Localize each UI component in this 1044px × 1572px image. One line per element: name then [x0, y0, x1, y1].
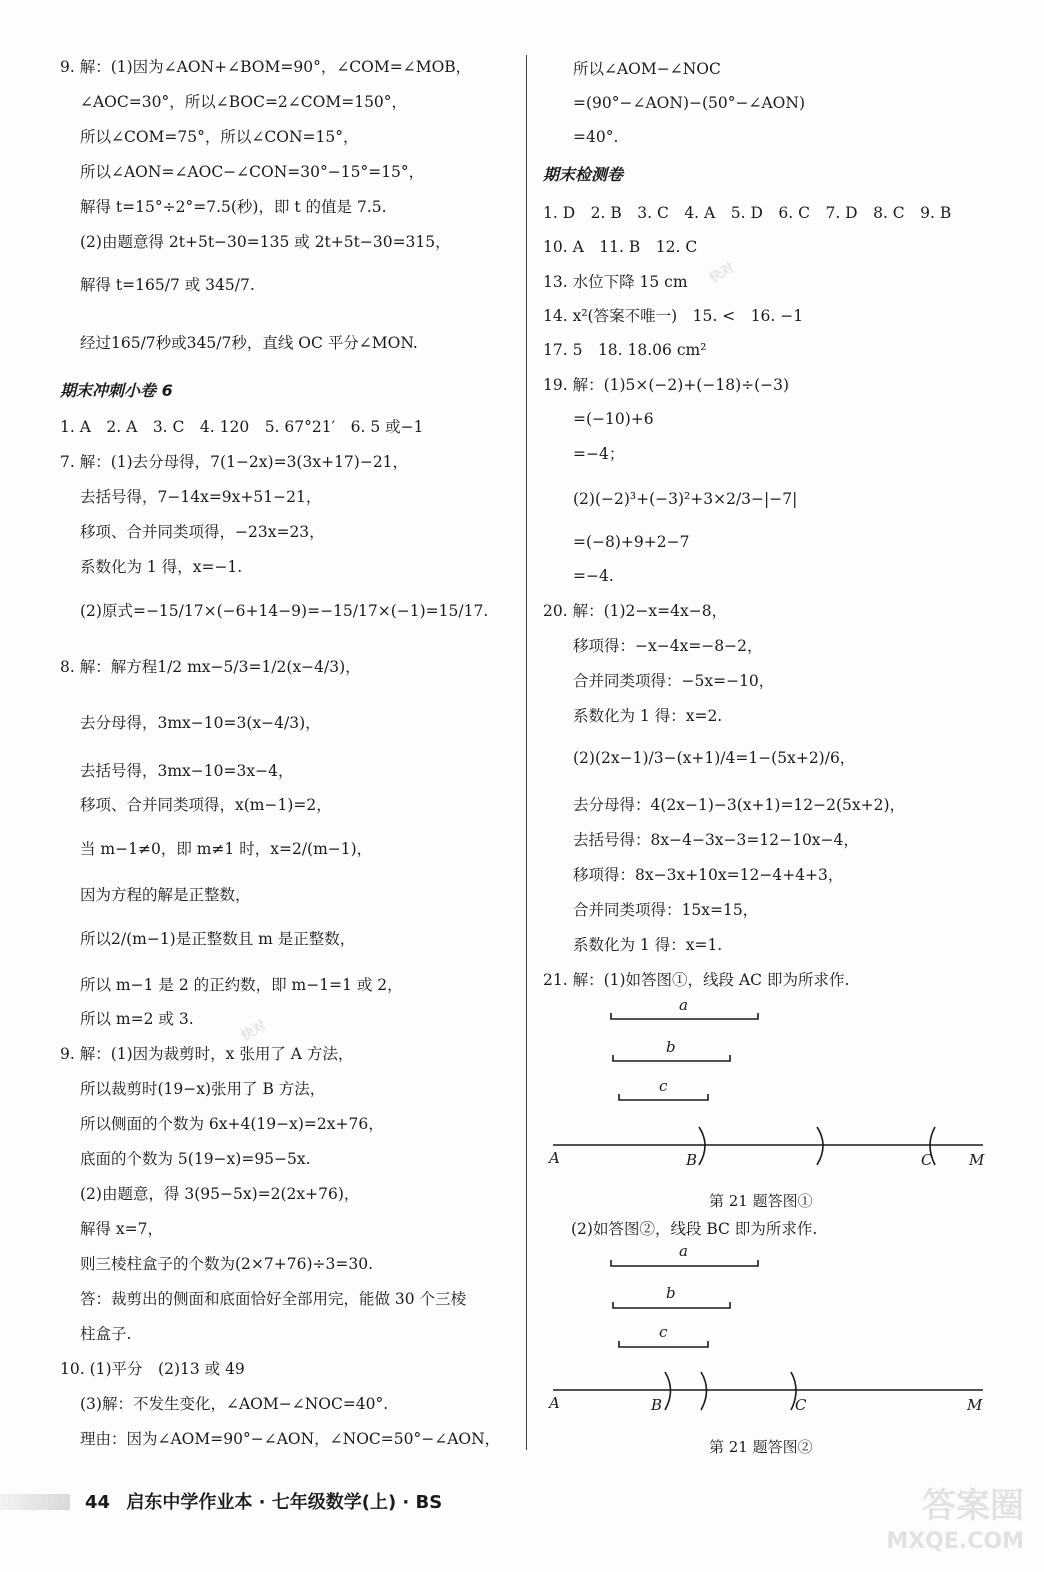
text-line: 13. 水位下降 15 cm	[543, 273, 688, 291]
text-line: 则三棱柱盒子的个数为(2×7+76)÷3=30.	[80, 1255, 374, 1273]
point-b: B	[651, 1396, 663, 1414]
section-title: 期末冲刺小卷 6	[60, 381, 173, 400]
text-line: 所以∠COM=75°，所以∠CON=15°，	[80, 128, 359, 146]
footer-text	[85, 1488, 442, 1514]
point-m: M	[969, 1151, 985, 1169]
column-divider	[526, 55, 527, 1450]
text-line: 去分母得，3mx−10=3(x−4/3)，	[80, 714, 321, 732]
text-line: 合并同类项得：−5x=−10，	[573, 672, 775, 690]
page-footer	[0, 1486, 1044, 1516]
text-line: 合并同类项得：15x=15，	[573, 901, 759, 919]
text-line: 10. (1)平分 (2)13 或 49	[60, 1360, 245, 1378]
segment-a	[611, 1260, 758, 1266]
segment-c	[619, 1341, 708, 1347]
text-line: 底面的个数为 5(19−x)=95−5x.	[80, 1150, 311, 1168]
text-line: 移项、合并同类项得，x(m−1)=2，	[80, 796, 332, 814]
label-c: c	[659, 1323, 668, 1341]
figure-21-1-line	[543, 1125, 1003, 1185]
text-line: (2)(−2)³+(−3)²+3×2/3−|−7|	[573, 490, 798, 508]
text-line: 19. 解：(1)5×(−2)+(−18)÷(−3)	[543, 376, 790, 394]
watermark-stamp: 快对	[238, 1018, 270, 1045]
figure-21-1	[543, 995, 1003, 1125]
text-line: 10. A 11. B 12. C	[543, 238, 698, 256]
text-line: 系数化为 1 得，x=−1.	[80, 558, 243, 576]
label-a: a	[679, 996, 688, 1014]
text-line: ∠AOC=30°，所以∠BOC=2∠COM=150°，	[80, 93, 408, 111]
point-m: M	[967, 1396, 983, 1414]
text-line: 当 m−1≠0，即 m≠1 时，x=2/(m−1)，	[80, 840, 373, 858]
text-line: (2)原式=−15/17×(−6+14−9)=−15/17×(−1)=15/17.	[80, 602, 489, 620]
label-b: b	[666, 1038, 676, 1056]
text-line: 21. 解：(1)如答图①，线段 AC 即为所求作.	[543, 971, 850, 989]
text-line: (2)由题意，得 3(95−5x)=2(2x+76)，	[80, 1185, 360, 1203]
text-line: 所以 m=2 或 3.	[80, 1010, 194, 1028]
text-line: 解得 t=15°÷2°=7.5(秒)，即 t 的值是 7.5.	[80, 198, 387, 216]
watermark-main: 答案圈	[922, 1486, 1024, 1526]
point-a: A	[549, 1394, 560, 1412]
text-line: =(−8)+9+2−7	[573, 533, 690, 551]
figure-21-2	[543, 1242, 1003, 1372]
text-line: 移项得：8x−3x+10x=12−4+4+3，	[573, 866, 844, 884]
text-line: 所以 m−1 是 2 的正约数，即 m−1=1 或 2，	[80, 976, 403, 994]
arc-mark	[665, 1372, 671, 1410]
segment-b	[613, 1302, 730, 1308]
text-line: 去括号得，7−14x=9x+51−21，	[80, 488, 322, 506]
text-line: 因为方程的解是正整数，	[80, 886, 251, 904]
text-line: 解得 x=7，	[80, 1220, 164, 1238]
text-line: 系数化为 1 得：x=1.	[573, 936, 723, 954]
page-number: 44	[85, 1492, 111, 1513]
section-title: 期末检测卷	[543, 165, 624, 184]
footer-bar	[0, 1494, 70, 1510]
text-line: =−4；	[573, 445, 625, 463]
text-line: 理由：因为∠AOM=90°−∠AON，∠NOC=50°−∠AON，	[80, 1430, 501, 1448]
text-line: =(−10)+6	[573, 410, 654, 428]
text-line: 20. 解：(1)2−x=4x−8，	[543, 602, 728, 620]
text-line: 1. D 2. B 3. C 4. A 5. D 6. C 7. D 8. C 9. B	[543, 204, 952, 222]
text-line: 9. 解：(1)因为裁剪时，x 张用了 A 方法，	[60, 1045, 354, 1063]
text-line: 所以侧面的个数为 6x+4(19−x)=2x+76，	[80, 1115, 384, 1133]
text-line: 移项、合并同类项得，−23x=23，	[80, 523, 325, 541]
book-title: 启东中学作业本 · 七年级数学(上) · BS	[126, 1492, 443, 1513]
text-line: 解得 t=165/7 或 345/7.	[80, 276, 255, 294]
label-a: a	[679, 1242, 688, 1260]
text-line: (2)(2x−1)/3−(x+1)/4=1−(5x+2)/6，	[573, 749, 856, 767]
text-line: 7. 解：(1)去分母得，7(1−2x)=3(3x+17)−21，	[60, 453, 409, 471]
watermark-stamp: 快对	[706, 260, 738, 287]
text-line: 所以2/(m−1)是正整数且 m 是正整数，	[80, 930, 356, 948]
text-line: 所以∠AOM−∠NOC	[573, 60, 721, 78]
text-line: 移项得：−x−4x=−8−2，	[573, 637, 763, 655]
text-line: 1. A 2. A 3. C 4. 120 5. 67°21′ 6. 5 或−1	[60, 418, 424, 436]
label-b: b	[666, 1284, 676, 1302]
figure-caption: 第 21 题答图②	[709, 1438, 813, 1456]
text-line: 去括号得，3mx−10=3x−4，	[80, 762, 294, 780]
figure-caption: 第 21 题答图①	[709, 1192, 813, 1210]
watermark-url: MXQE.COM	[886, 1529, 1024, 1554]
text-line: 柱盒子.	[80, 1325, 132, 1343]
text-line: =40°.	[573, 128, 619, 146]
text-line: 经过165/7秒或345/7秒，直线 OC 平分∠MON.	[80, 334, 418, 352]
text-line: 17. 5 18. 18.06 cm²	[543, 341, 707, 359]
text-line: 所以∠AON=∠AOC−∠CON=30°−15°=15°，	[80, 163, 425, 181]
text-line: 8. 解：解方程1/2 mx−5/3=1/2(x−4/3)，	[60, 658, 361, 676]
text-line: 去分母得：4(2x−1)−3(x+1)=12−2(5x+2)，	[573, 796, 906, 814]
point-c: C	[795, 1396, 807, 1414]
text-line: (3)解：不发生变化，∠AOM−∠NOC=40°.	[80, 1395, 389, 1413]
point-c: C	[921, 1151, 933, 1169]
label-c: c	[659, 1077, 668, 1095]
text-line: 所以裁剪时(19−x)张用了 B 方法，	[80, 1080, 326, 1098]
figure-21-2-line	[543, 1368, 1003, 1428]
text-line: (2)由题意得 2t+5t−30=135 或 2t+5t−30=315，	[80, 233, 451, 251]
arc-mark	[699, 1127, 705, 1165]
text-line: =−4.	[573, 567, 614, 585]
point-b: B	[686, 1151, 698, 1169]
arc-mark	[817, 1127, 823, 1165]
text-line: 系数化为 1 得：x=2.	[573, 707, 723, 725]
text-line: 答：裁剪出的侧面和底面恰好全部用完，能做 30 个三棱	[80, 1290, 467, 1308]
text-line: (2)如答图②，线段 BC 即为所求作.	[571, 1220, 818, 1238]
text-line: =(90°−∠AON)−(50°−∠AON)	[573, 94, 805, 112]
text-line: 14. x²(答案不唯一) 15. < 16. −1	[543, 307, 804, 325]
text-line: 去括号得：8x−4−3x−3=12−10x−4，	[573, 831, 859, 849]
arc-mark	[701, 1372, 707, 1410]
point-a: A	[549, 1149, 560, 1167]
text-line: 9. 解：(1)因为∠AON+∠BOM=90°，∠COM=∠MOB，	[60, 58, 472, 76]
